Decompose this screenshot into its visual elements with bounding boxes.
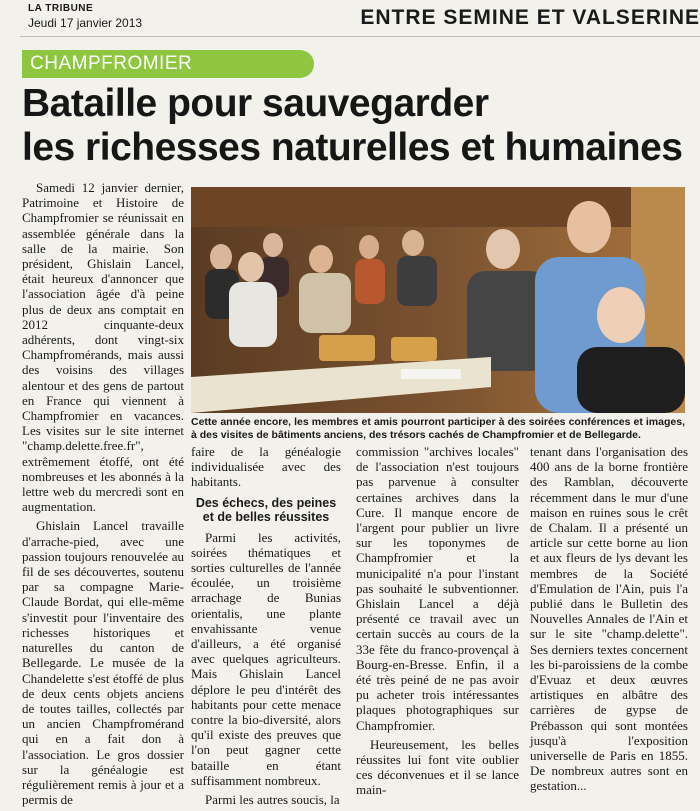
section-title: ENTRE SEMINE ET VALSERINE <box>360 6 700 29</box>
paragraph: Heureusement, les belles réussites lui font vite oublier ces déconvenues et il se lance main- <box>356 736 519 798</box>
paragraph: tenant dans l'organisation des 400 ans de la borne frontière des Ramblan, découverte récemment dans le mur d'une maison en ruines sous le crêt de Chalam. Il a présenté un article sur cette borne au lion et aux fleurs de lys devant les membres de la Société d'Emulation de l'Ain, puis l'a publié dans le Bulletin des Nouvelles Annales de l'Ain et sur le site "champ.delette". Ses derniers textes concernent les bi-paroissiens de la combe d'Evuaz et deux œuvres artistiques en albâtre des carrières de gypse de Prébasson qui sont montées jusqu'à l'exposition universelle de Paris en 1855. De nombreux autres sont en gestation... <box>530 444 688 794</box>
article-column-3 <box>356 444 519 802</box>
group-photo-illustration <box>191 187 685 413</box>
photo-caption: Cette année encore, les membres et amis pourront participer à des soirées conférences et images, à des visites de bâtiments anciens, des trésors cachés de Champfromier et de Bellegarde. <box>191 416 685 441</box>
paragraph: Ghislain Lancel travaille d'arrache-pied, avec une passion toujours renouvelée au fil de ses découvertes, soutenu par sa compagne Marie-Claude Bordat, qui elle-même s'investit pour l'inventaire des richesses historiques et naturelles du canton de Bellegarde. Le musée de la Chandelette s'est étoffé de plus de deux cents objets anciens de toutes tailles, collectés par un ancien Champfromérand qui en a fait don à l'association. Le gros dossier sur la généalogie est régulièrement remis à jour et a permis de <box>22 518 184 808</box>
masthead-rule <box>20 36 700 37</box>
paragraph: Samedi 12 janvier dernier, Patrimoine et Histoire de Champfromier se réunissait en assemblée générale dans la salle de la mairie. Son président, Ghislain Lancel, était heureux d'annoncer que l'association âgée d'à peine plus de deux ans comptait en 2012 cinquante-deux adhérents, dont vingt-six Champfromérands, mais aussi des voisins des villages alentour et des gens de partout en France qui viennent à Champfromier en vacances. Les visites sur le site internet "champ.delette.free.fr", extrêmement étoffé, ont été nombreuses et les abonnés à la lettre web du mercredi sont en augmentation. <box>22 180 184 515</box>
headline-line-2: les richesses naturelles et humaines <box>22 126 683 169</box>
headline <box>22 82 692 170</box>
paragraph: commission "archives locales" de l'association n'est toujours pas parvenue à consulter certaines archives dans la Cure. Il manque encore de l'argent pour publier un livre sur les toponymes de Champfromier et la municipalité n'a pour l'instant pas souhaité le subventionner. Ghislain Lancel a déjà présenté ce travail avec un certain succès au cours de la 33e fête du franco-provençal à Bourg-en-Bresse. Enfin, il a été très peiné de ne pas avoir pu acheter trois intéressantes plaques photographiques sur Champfromier. <box>356 444 519 733</box>
issue-date: Jeudi 17 janvier 2013 <box>28 16 143 30</box>
paragraph: faire de la généalogie individualisée avec des habitants. <box>191 444 341 490</box>
article-photo <box>191 187 685 413</box>
masthead-left <box>28 2 188 30</box>
headline-line-1: Bataille pour sauvegarder <box>22 82 489 125</box>
article-column-1 <box>22 180 184 811</box>
locality-tag <box>22 50 314 78</box>
locality-tag-label: CHAMPFROMIER <box>30 53 193 74</box>
newspaper-name: LA TRIBUNE <box>28 3 94 14</box>
paragraph: Parmi les activités, soirées thématiques et sorties culturelles de l'année écoulée, un troisième arrachage de Bunias orientalis, une plante envahissante venue d'ailleurs, a été organisé avec quelques agriculteurs. Mais Ghislain Lancel déplore le peu d'intérêt des habitants pour cette menace contre la bio-diversité, alors qu'il existe des preuves que l'on peut gagner cette bataille en étant suffisamment nombreux. <box>191 529 341 788</box>
article-column-2 <box>191 444 341 811</box>
article-column-4 <box>530 444 688 798</box>
paragraph: Parmi les autres soucis, la <box>205 792 340 808</box>
subheading: Des échecs, des peines et de belles réussites <box>195 495 337 524</box>
